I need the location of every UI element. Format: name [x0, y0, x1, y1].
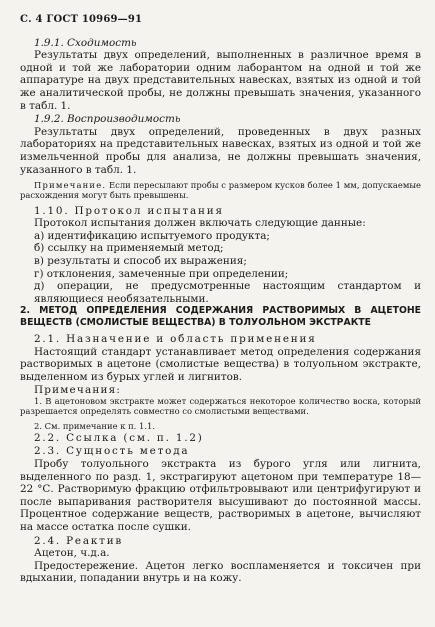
- reagent-line: Ацетон, ч.д.а.: [34, 547, 110, 560]
- warning-text: Предостережение. Ацетон легко воспламеняется и токсичен при вдыхании, попадании внутрь и на кожу.: [20, 559, 421, 585]
- clause-2-2-title: 2.2. Ссылка (см. п. 1.2): [34, 431, 204, 444]
- section-2-title: 2. МЕТОД ОПРЕДЕЛЕНИЯ СОДЕРЖАНИЯ РАСТВОРИМЫХ В АЦЕТОНЕ ВЕЩЕСТВ (СМОЛИСТЫЕ ВЕЩЕСТВА) В ТОЛУОЛЬНОМ ЭКСТРАКТЕ: [20, 305, 421, 329]
- clause-1-9-1-title: 1.9.1. Сходимость: [34, 36, 137, 49]
- clause-2-4-title: 2.4. Реактив: [34, 534, 124, 547]
- page-header: С. 4 ГОСТ 10969—91: [20, 14, 143, 25]
- clause-1-10-title: 1.10. Протокол испытания: [34, 204, 224, 217]
- list-item: г) отклонения, замеченные при определении;: [34, 267, 289, 280]
- clause-1-9-2-title: 1.9.2. Воспроизводимость: [34, 113, 181, 126]
- clause-1-9-2-text: Результаты двух определений, проведенных в двух разных лабораториях на представительных навесках, взятых из одной и той же измельченной пробы для анализа, не должны превышать значения, указанного в табл. 1.: [20, 125, 421, 176]
- clause-2-3-text: Пробу толуольного экстракта из бурого угля или лигнита, выделенного по разд. 1, экстрагируют ацетоном при температуре 18—22 °С. Растворимую фракцию отфильтровывают или центрифугируют и после выпаривания растворителя высушивают до постоянной массы. Процентное содержание веществ, растворимых в ацетоне, вычисляют на массе остатка после сушки.: [20, 458, 421, 534]
- list-item: а) идентификацию испытуемого продукта;: [34, 229, 270, 242]
- note-2-1: 1. В ацетоновом экстракте может содержаться некоторое количество воска, который разрешается определять совместно со смолистыми веществами.: [20, 396, 421, 417]
- clause-2-3-title: 2.3. Сущность метода: [34, 445, 190, 458]
- notes-2-label: Примечания:: [34, 383, 122, 396]
- list-item: в) результаты и способ их выражения;: [34, 254, 247, 267]
- list-item: д) операции, не предусмотренные настоящим стандартом и являющиеся необязательными.: [34, 280, 421, 305]
- note-1-9: [20, 180, 421, 200]
- clause-1-10-intro: Протокол испытания должен включать следующие данные:: [34, 217, 366, 230]
- clause-2-1-title: 2.1. Назначение и область применения: [34, 333, 317, 346]
- note-label: Примечание.: [34, 180, 107, 191]
- list-item: б) ссылку на применяемый метод;: [34, 242, 224, 255]
- clause-1-9-1-text: Результаты двух определений, выполненных в различное время в одной и той же лаборатории одним лаборантом на одной и той же аппаратуре на двух представительных навесках, взятых из одной и той же аналитической пробы, не должны превышать значения, указанного в табл. 1.: [20, 49, 421, 112]
- clause-2-1-text: Настоящий стандарт устанавливает метод определения содержания растворимых в ацетоне (смолистые вещества) в толуольном экстракте, выделенном из бурых углей и лигнитов.: [20, 345, 421, 384]
- note-2-2: 2. См. примечание к п. 1.1.: [34, 420, 155, 431]
- note-text: Если пересылают пробы с размером кусков более 1 мм, допускаемые расхождения могут быть превышены.: [20, 180, 421, 201]
